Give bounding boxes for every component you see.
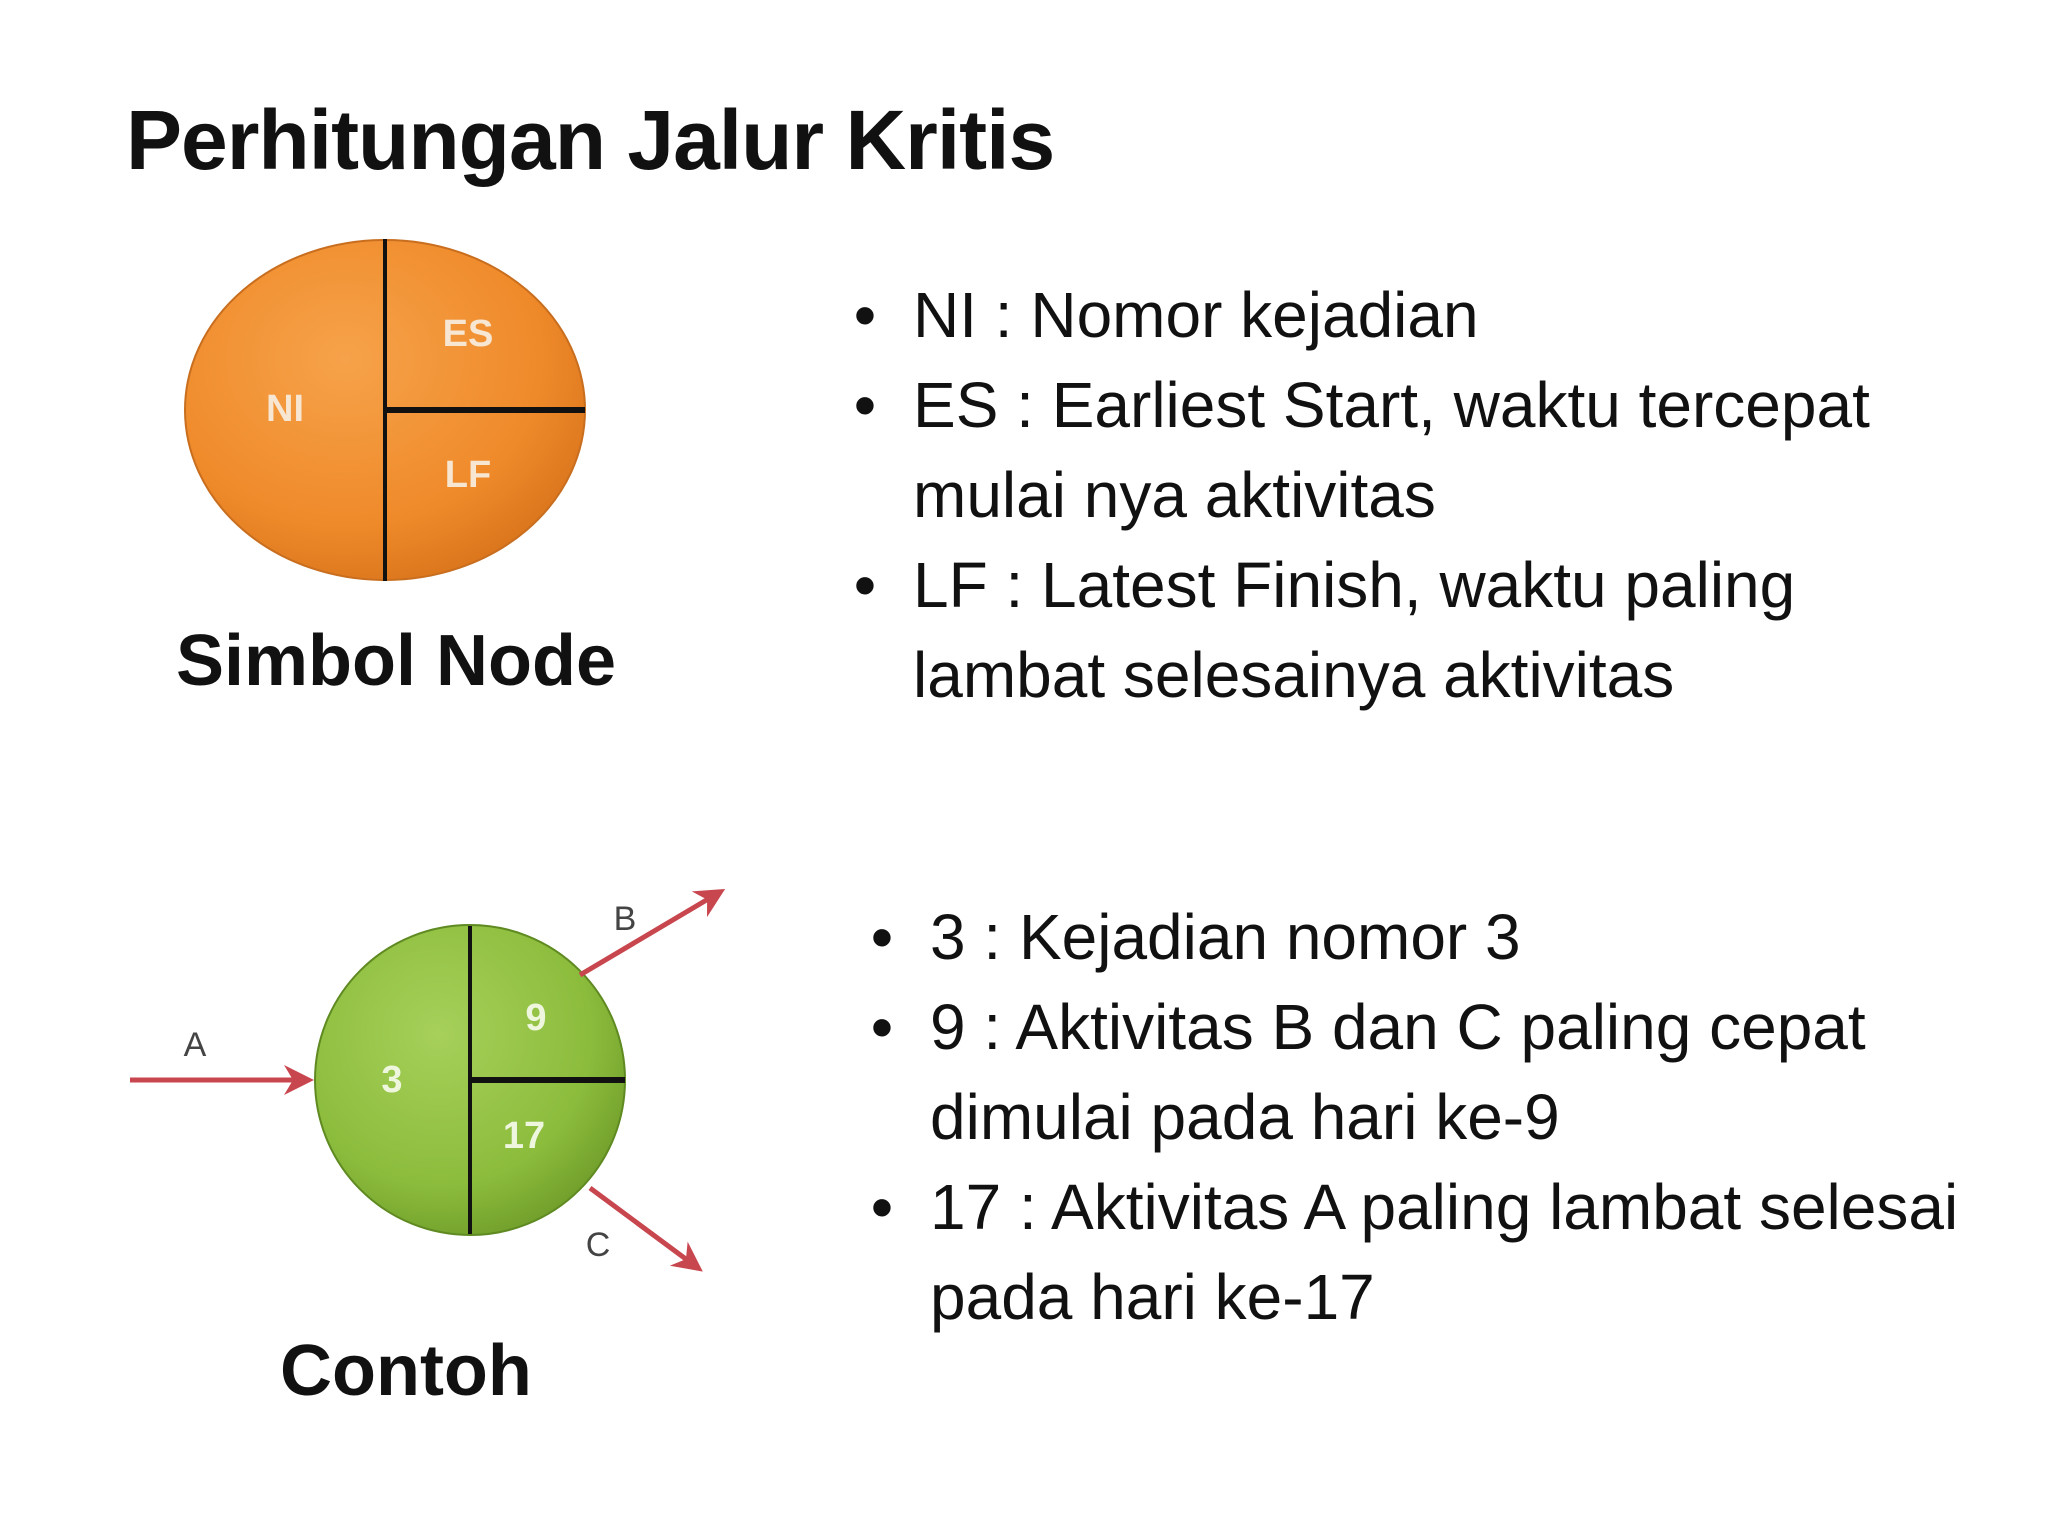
- symbol-node-diagram: [160, 225, 620, 605]
- bullet-text: LF : Latest Finish, waktu paling lambat selesainya aktivitas: [913, 549, 1796, 711]
- arrow-label-outgoing-top: B: [613, 900, 637, 938]
- example-node-diagram: [120, 870, 760, 1290]
- symbol-node-caption: Simbol Node: [176, 621, 617, 701]
- bullet-marker: •: [853, 279, 877, 351]
- bullet-marker: •: [853, 549, 877, 621]
- example-bullet-list: [862, 892, 2012, 1342]
- slide-title: Perhitungan Jalur Kritis: [126, 93, 1055, 187]
- bullet-marker: •: [853, 369, 877, 441]
- example-caption: Contoh: [280, 1331, 532, 1411]
- example-bullet-item: [862, 1162, 2012, 1342]
- bullet-marker: •: [870, 991, 894, 1063]
- symbol-node-bullet-item: [845, 270, 1995, 360]
- arrow-outgoing-top: [580, 892, 720, 975]
- symbol-node-label-bottom-right: LF: [444, 454, 492, 496]
- bullet-marker: •: [870, 901, 894, 973]
- bullet-text: ES : Earliest Start, waktu tercepat mulai nya aktivitas: [913, 369, 1870, 531]
- bullet-text: 17 : Aktivitas A paling lambat selesai pada hari ke-17: [930, 1171, 1959, 1333]
- symbol-node-bullet-item: [845, 360, 1995, 540]
- example-bullet-item: [862, 892, 2012, 982]
- symbol-node-label-left: NI: [266, 388, 304, 430]
- bullet-text: 9 : Aktivitas B dan C paling cepat dimulai pada hari ke-9: [930, 991, 1866, 1153]
- symbol-node-bullet-list: [845, 270, 1995, 720]
- bullet-marker: •: [870, 1171, 894, 1243]
- example-bullet-item: [862, 982, 2012, 1162]
- symbol-node-label-top-right: ES: [442, 313, 494, 355]
- example-node-label-bottom-right: 17: [502, 1115, 546, 1157]
- bullet-text: NI : Nomor kejadian: [913, 279, 1479, 351]
- example-node-label-left: 3: [381, 1059, 403, 1101]
- symbol-node-bullet-item: [845, 540, 1995, 720]
- bullet-text: 3 : Kejadian nomor 3: [930, 901, 1521, 973]
- arrow-label-outgoing-bottom: C: [585, 1226, 611, 1264]
- arrow-label-incoming: A: [183, 1026, 207, 1064]
- example-node-label-top-right: 9: [525, 997, 547, 1039]
